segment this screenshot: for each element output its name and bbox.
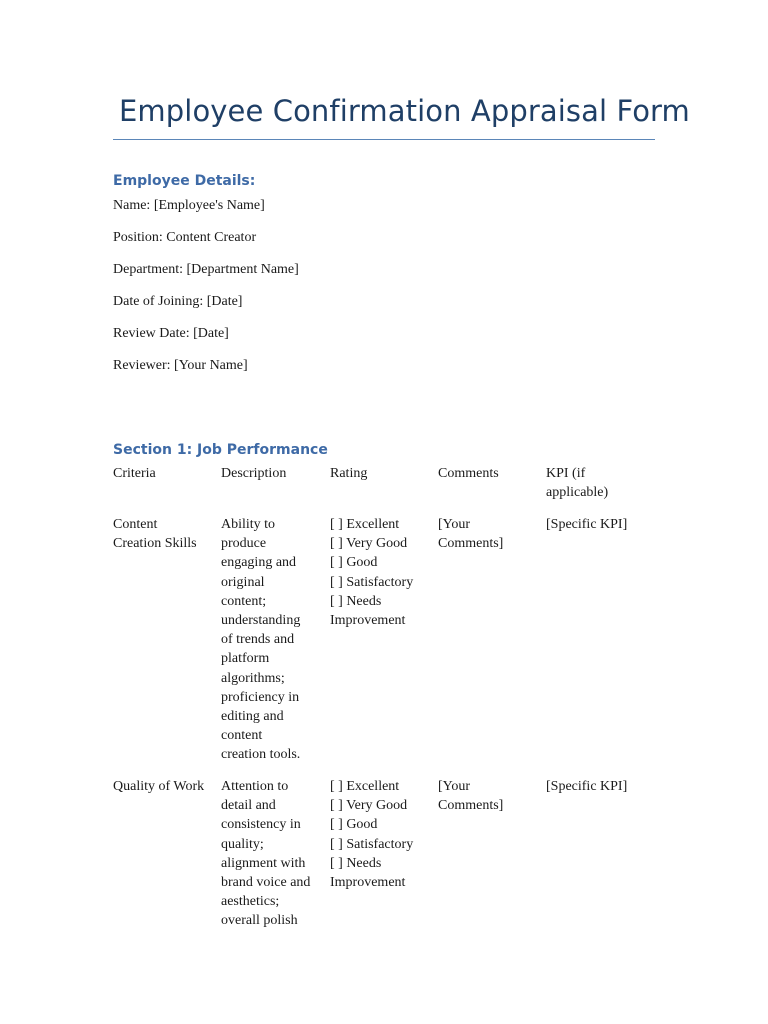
title-divider (113, 139, 655, 140)
table-header-criteria-line: Criteria (113, 466, 156, 481)
table-cell-description-line: content (221, 728, 263, 744)
table-cell-kpi (546, 515, 650, 534)
table-cell-kpi-line: [Specific KPI] (546, 779, 628, 794)
table-cell-description-line: engaging and (221, 555, 297, 571)
table-header-description-line: Description (221, 466, 287, 481)
employee-details-heading: Employee Details: (113, 173, 256, 189)
table-header-description (221, 464, 325, 483)
table-cell-description-line: original (221, 574, 265, 590)
table-cell-rating (330, 777, 434, 892)
table-cell-rating-line: [ ] Needs (330, 855, 382, 871)
table-cell-comments (438, 515, 542, 553)
table-header-kpi-line: applicable) (546, 485, 609, 501)
table-header-rating-line: Rating (330, 466, 368, 481)
document-title: Employee Confirmation Appraisal Form (119, 94, 690, 128)
table-cell-description (221, 777, 325, 931)
table-cell-description-line: creation tools. (221, 747, 301, 763)
section1-heading: Section 1: Job Performance (113, 442, 328, 458)
table-cell-description-line: brand voice and (221, 875, 311, 891)
table-cell-criteria-line: Creation Skills (113, 536, 197, 552)
table-cell-rating-line: [ ] Very Good (330, 798, 408, 814)
table-cell-description-line: understanding (221, 613, 301, 629)
detail-name: Name: [Employee's Name] (113, 198, 265, 213)
table-cell-kpi (546, 777, 650, 796)
table-cell-description-line: Ability to (221, 517, 276, 532)
table-cell-comments-line: [Your (438, 517, 471, 532)
detail-department: Department: [Department Name] (113, 262, 299, 277)
table-header-rating (330, 464, 434, 483)
table-cell-rating-line: [ ] Good (330, 817, 378, 833)
table-header-comments-line: Comments (438, 466, 499, 481)
table-cell-rating-line: Improvement (330, 613, 406, 629)
table-cell-description-line: proficiency in (221, 689, 300, 705)
table-cell-description-line: alignment with (221, 855, 306, 871)
table-cell-description-line: algorithms; (221, 670, 285, 686)
table-cell-rating (330, 515, 434, 630)
table-cell-comments-line: Comments] (438, 798, 504, 814)
table-cell-rating-line: [ ] Satisfactory (330, 574, 414, 590)
table-cell-rating-line: [ ] Satisfactory (330, 836, 414, 852)
detail-date-of-joining: Date of Joining: [Date] (113, 294, 243, 309)
table-header-comments (438, 464, 542, 483)
table-header-kpi-line: KPI (if (546, 466, 586, 481)
table-cell-rating-line: Improvement (330, 875, 406, 891)
table-cell-rating-line: [ ] Excellent (330, 779, 400, 794)
table-cell-description-line: quality; (221, 836, 264, 852)
table-cell-description-line: overall polish (221, 913, 298, 929)
table-cell-comments (438, 777, 542, 815)
table-cell-description-line: editing and (221, 709, 284, 725)
table-cell-kpi-line: [Specific KPI] (546, 517, 628, 532)
detail-review-date: Review Date: [Date] (113, 326, 229, 341)
table-header-criteria (113, 464, 217, 483)
table-cell-criteria-line: Quality of Work (113, 779, 205, 794)
table-cell-criteria (113, 515, 217, 553)
table-cell-description (221, 515, 325, 765)
table-cell-description-line: Attention to (221, 779, 289, 794)
table-cell-description-line: detail and (221, 798, 276, 814)
table-cell-description-line: consistency in (221, 817, 301, 833)
detail-reviewer: Reviewer: [Your Name] (113, 358, 248, 373)
table-cell-criteria-line: Content (113, 517, 158, 532)
table-cell-criteria (113, 777, 217, 796)
table-cell-comments-line: [Your (438, 779, 471, 794)
table-cell-description-line: of trends and (221, 632, 295, 648)
detail-position: Position: Content Creator (113, 230, 257, 245)
table-cell-comments-line: Comments] (438, 536, 504, 552)
table-cell-description-line: platform (221, 651, 270, 667)
table-cell-description-line: aesthetics; (221, 894, 280, 910)
table-cell-rating-line: [ ] Good (330, 555, 378, 571)
table-cell-rating-line: [ ] Needs (330, 593, 382, 609)
table-cell-description-line: content; (221, 593, 267, 609)
table-header-kpi (546, 464, 650, 502)
table-cell-rating-line: [ ] Very Good (330, 536, 408, 552)
table-cell-rating-line: [ ] Excellent (330, 517, 400, 532)
table-cell-description-line: produce (221, 536, 267, 552)
